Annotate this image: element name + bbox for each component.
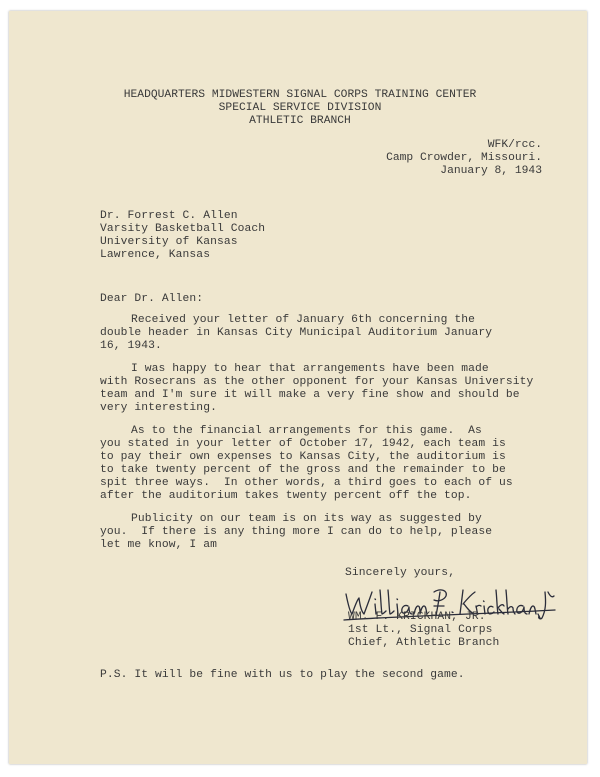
recipient-name: Dr. Forrest C. Allen <box>100 210 238 222</box>
paragraph-2-line-1: I was happy to hear that arrangements have been made <box>131 363 489 375</box>
letterhead-line-1: HEADQUARTERS MIDWESTERN SIGNAL CORPS TRAINING CENTER <box>123 89 477 101</box>
recipient-title: Varsity Basketball Coach <box>100 223 266 235</box>
paragraph-3-line-4: to take twenty percent of the gross and the remainder to be <box>100 464 506 476</box>
paragraph-3-line-2: you stated in your letter of October 17, 1942, each team is <box>100 438 506 450</box>
letter-date: January 8, 1943 <box>440 165 542 177</box>
paragraph-2-line-2: with Rosecrans as the other opponent for your Kansas University <box>100 376 534 388</box>
signer-rank: 1st Lt., Signal Corps <box>348 624 493 636</box>
paragraph-3-line-6: after the auditorium takes twenty percent off the top. <box>100 490 472 502</box>
paragraph-2-line-3: team and I'm sure it will make a very fine show and should be <box>100 389 520 401</box>
paragraph-1-line-3: 16, 1943. <box>100 340 162 352</box>
salutation: Dear Dr. Allen: <box>100 293 204 305</box>
signer-name: WM. F. KRICKHAN, JR. <box>348 611 486 623</box>
paragraph-1-line-1: Received your letter of January 6th concerning the <box>131 314 475 326</box>
paragraph-3-line-3: to pay their own expenses to Kansas City, the auditorium is <box>100 451 506 463</box>
letterhead-line-2: SPECIAL SERVICE DIVISION <box>218 102 382 114</box>
paragraph-3-line-1: As to the financial arrangements for this game. As <box>131 425 482 437</box>
paragraph-4-line-3: let me know, I am <box>100 539 217 551</box>
recipient-city: Lawrence, Kansas <box>100 249 211 261</box>
location: Camp Crowder, Missouri. <box>386 152 542 164</box>
recipient-institution: University of Kansas <box>100 236 238 248</box>
postscript: P.S. It will be fine with us to play the second game. <box>100 669 465 681</box>
closing: Sincerely yours, <box>345 567 456 579</box>
letterhead-line-3: ATHLETIC BRANCH <box>249 115 351 127</box>
signer-position: Chief, Athletic Branch <box>348 637 500 649</box>
paragraph-2-line-4: very interesting. <box>100 402 217 414</box>
paragraph-3-line-5: spit three ways. In other words, a third goes to each of us <box>100 477 513 489</box>
paragraph-4-line-1: Publicity on our team is on its way as suggested by <box>131 513 482 525</box>
paragraph-4-line-2: you. If there is any thing more I can do to help, please <box>100 526 493 538</box>
reference-initials: WFK/rcc. <box>487 139 542 151</box>
paragraph-1-line-2: double header in Kansas City Municipal Auditorium January <box>100 327 493 339</box>
